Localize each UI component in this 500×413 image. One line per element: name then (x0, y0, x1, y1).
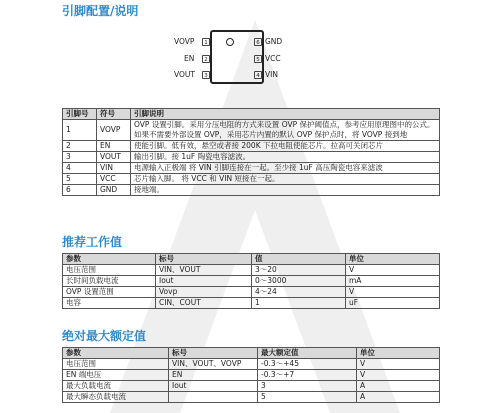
absolute-max-table-header (63, 348, 440, 359)
pin-table-header (63, 109, 440, 120)
table-cell: 使能引脚。低有效，悬空或者接 200K 下拉电阻使能芯片。拉高可关闭芯片 (131, 141, 440, 152)
pin-label-left-1: VOVP (174, 37, 195, 46)
table-cell: 5 (63, 174, 97, 185)
header-cell: 标号 (169, 348, 258, 359)
header-cell: 参数 (63, 348, 169, 359)
pin-label-right-6: GND (265, 37, 283, 46)
table-cell: 1 (252, 298, 346, 309)
table-cell: VOVP (97, 120, 131, 141)
table-row (63, 298, 440, 309)
table-cell: 3～20 (252, 265, 346, 276)
header-cell: 最大额定值 (258, 348, 357, 359)
table-cell: 6 (63, 185, 97, 196)
pin-number-right-4: 4 (254, 71, 262, 79)
header-cell: 单位 (346, 254, 440, 265)
header-cell: 引脚说明 (131, 109, 440, 120)
table-row (63, 370, 440, 381)
table-cell: V (346, 287, 440, 298)
table-row (63, 265, 440, 276)
table-cell: V (346, 265, 440, 276)
table-cell: 芯片输入脚。 将 VCC 和 VIN 短接在一起。 (131, 174, 440, 185)
table-cell: EN 端电压 (63, 370, 169, 381)
table-cell: A (357, 392, 440, 403)
table-cell: GND (97, 185, 131, 196)
pin1-marker (226, 38, 234, 46)
pin-label-right-4: VIN (265, 70, 278, 79)
header-cell: 参数 (63, 254, 156, 265)
table-row (63, 163, 440, 174)
table-cell: VIN、VOUT、VOVP (169, 359, 258, 370)
table-cell: 2 (63, 141, 97, 152)
table-cell: OVP 设置引脚。采用分压电阻的方式来设置 OVP 保护阈值点，参考应用原理图中的公式。如果不需要外部设置 OVP，采用芯片内置的默认 OVP 保护点时，将 VOVP 接到地 (131, 120, 440, 141)
pin-number-right-6: 6 (254, 38, 262, 46)
table-cell: mA (346, 276, 440, 287)
table-cell: Vovp (156, 287, 252, 298)
table-cell: 4～24 (252, 287, 346, 298)
table-cell: 3 (258, 381, 357, 392)
table-cell (169, 392, 258, 403)
table-cell: 电压范围 (63, 359, 169, 370)
table-cell: V (357, 359, 440, 370)
pin-number-left-2: 2 (202, 55, 210, 63)
table-cell: 4 (63, 163, 97, 174)
table-cell: 最大瞬态负载电流 (63, 392, 169, 403)
section-title-absolute-max: 绝对最大额定值 (62, 329, 147, 343)
table-cell: VIN (97, 163, 131, 174)
table-cell: 电压范围 (63, 265, 156, 276)
section-title-pin-config: 引脚配置/说明 (62, 4, 139, 18)
pin-table (62, 108, 440, 196)
table-row (63, 141, 440, 152)
header-cell: 值 (252, 254, 346, 265)
recommended-table (62, 253, 440, 309)
table-cell: 5 (258, 392, 357, 403)
table-cell: -0.3～+45 (258, 359, 357, 370)
table-cell: uF (346, 298, 440, 309)
table-row (63, 381, 440, 392)
header-cell: 符号 (97, 109, 131, 120)
table-row (63, 392, 440, 403)
table-cell: OVP 设置范围 (63, 287, 156, 298)
pin-number-left-1: 1 (202, 38, 210, 46)
table-cell: VIN、VOUT (156, 265, 252, 276)
table-row (63, 359, 440, 370)
pin-number-right-5: 5 (254, 55, 262, 63)
pin-number-left-3: 3 (202, 71, 210, 79)
table-cell: 长时间负载电流 (63, 276, 156, 287)
absolute-max-table (62, 347, 440, 403)
table-cell: CIN、COUT (156, 298, 252, 309)
table-row (63, 185, 440, 196)
table-row (63, 152, 440, 163)
table-cell: 3 (63, 152, 97, 163)
pin-label-left-2: EN (184, 54, 195, 63)
table-cell: 0～3000 (252, 276, 346, 287)
header-cell: 单位 (357, 348, 440, 359)
table-cell: VOUT (97, 152, 131, 163)
table-row (63, 287, 440, 298)
table-cell: 电容 (63, 298, 156, 309)
pin-label-left-3: VOUT (174, 70, 195, 79)
table-cell: Iout (156, 276, 252, 287)
table-row (63, 174, 440, 185)
table-cell: 接地端。 (131, 185, 440, 196)
pinout-diagram (170, 30, 320, 85)
table-row (63, 276, 440, 287)
table-cell: 最大负载电流 (63, 381, 169, 392)
header-cell: 标号 (156, 254, 252, 265)
table-cell: Iout (169, 381, 258, 392)
table-row (63, 120, 440, 141)
pin-label-right-5: VCC (265, 54, 281, 63)
header-cell: 引脚号 (63, 109, 97, 120)
table-cell: VCC (97, 174, 131, 185)
table-cell: A (357, 381, 440, 392)
table-cell: EN (169, 370, 258, 381)
table-cell: V (357, 370, 440, 381)
table-cell: -0.3～+7 (258, 370, 357, 381)
table-cell: 输出引脚。接 1uF 陶瓷电容滤波。 (131, 152, 440, 163)
table-cell: 电源输入正极端 将 VIN 引脚连接在一起。至少接 1uF 高压陶瓷电容来滤波 (131, 163, 440, 174)
table-cell: EN (97, 141, 131, 152)
section-title-recommended: 推荐工作值 (62, 235, 123, 249)
recommended-table-header (63, 254, 440, 265)
table-cell: 1 (63, 120, 97, 141)
